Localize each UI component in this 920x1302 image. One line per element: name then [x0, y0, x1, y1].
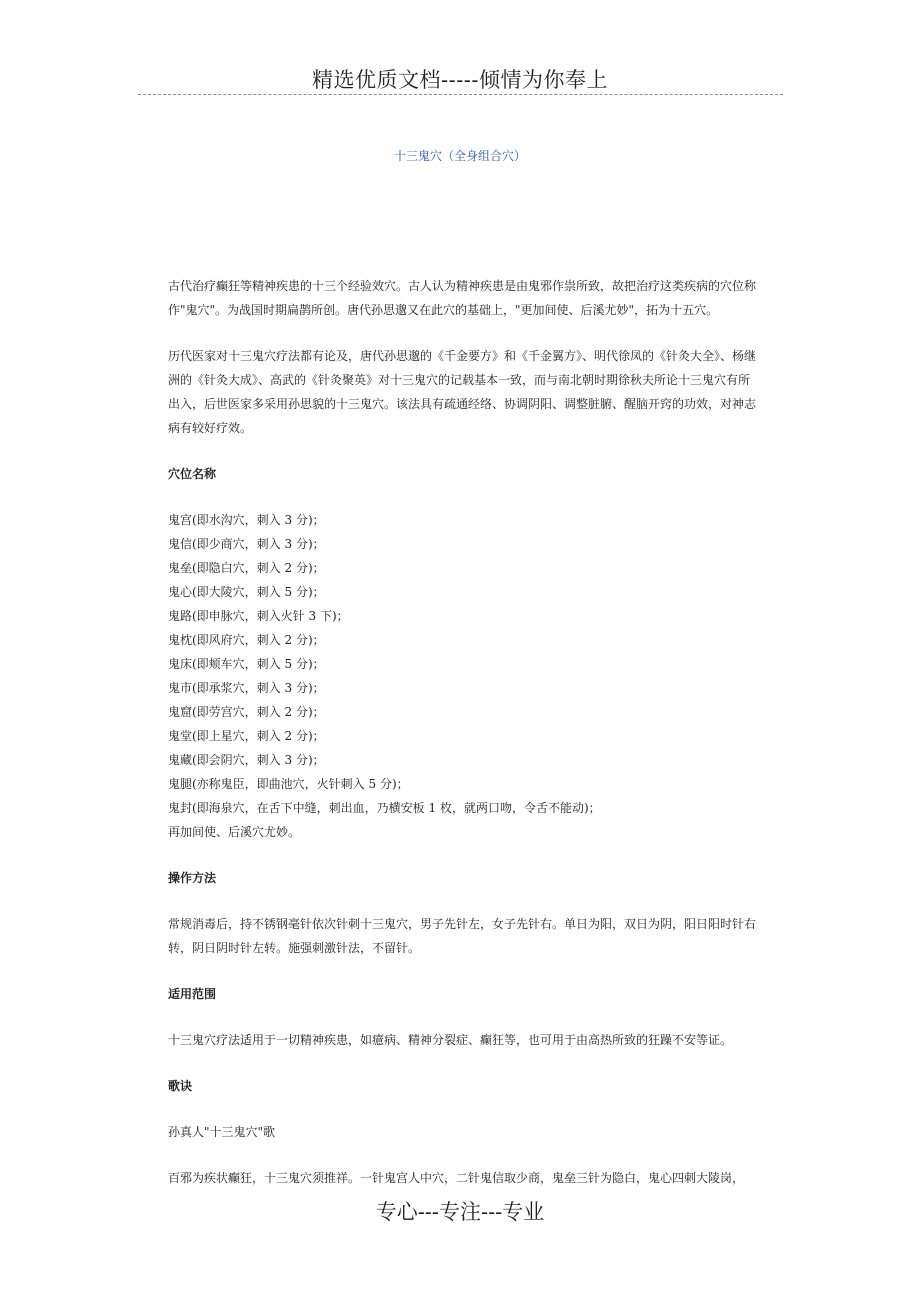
- document-title: 十三鬼穴（全身组合穴）: [393, 149, 526, 163]
- document-body: [168, 274, 758, 1212]
- list-item: 鬼腿(亦称鬼臣，即曲池穴，火针刺入 5 分)；: [168, 777, 409, 791]
- list-item: 鬼宫(即水沟穴，刺入 3 分)；: [168, 513, 325, 527]
- method-heading: 操作方法: [168, 871, 217, 885]
- list-item: 鬼路(即申脉穴，刺入火针 3 下)；: [168, 609, 349, 623]
- list-item: 鬼堂(即上星穴，刺入 2 分)；: [168, 729, 325, 743]
- list-item: 鬼市(即承浆穴，刺入 3 分)；: [168, 681, 325, 695]
- list-item: 鬼垒(即隐白穴，刺入 2 分)；: [168, 561, 325, 575]
- rhyme-heading: 歌诀: [168, 1079, 193, 1093]
- header-divider: [138, 94, 783, 95]
- list-item: 鬼封(即海泉穴，在舌下中缝，刺出血，乃横安板 1 枚，就两口吻，令舌不能动)；: [168, 801, 601, 815]
- list-item: 鬼窟(即劳宫穴，刺入 2 分)；: [168, 705, 325, 719]
- list-item: 鬼床(即颊车穴，刺入 5 分)；: [168, 657, 325, 671]
- scope-heading: 适用范围: [168, 987, 217, 1001]
- rhyme-subtitle: 孙真人"十三鬼穴"歌: [168, 1125, 276, 1139]
- method-paragraph: 常规消毒后，持不锈钢毫针依次针刺十三鬼穴，男子先针左，女子先针右。单日为阳，双日为阴，阳日阳时针右转，阴日阴时针左转。施强刺激针法，不留针。: [168, 917, 757, 955]
- list-item: 鬼藏(即会阴穴，刺入 3 分)；: [168, 753, 325, 767]
- history-paragraph: 历代医家对十三鬼穴疗法都有论及，唐代孙思邈的《千金要方》和《千金翼方》、明代徐凤的《针灸大全》、杨继洲的《针灸大成》、高武的《针灸聚英》对十三鬼穴的记载基本一致，而与南北朝时期徐秋夫所论十三鬼穴有所出入，后世医家多采用孙思貌的十三鬼穴。该法具有疏通经络、协调阴阳、调整脏腑、醒脑开窍的功效，对神志病有较好疗效。: [168, 349, 757, 435]
- rhyme-paragraph: 百邪为疾状癫狂，十三鬼穴须推祥。一针鬼宫人中穴，二针鬼信取少商，鬼垒三针为隐白，鬼心四刺大陵岗，: [168, 1171, 745, 1185]
- acupoints-heading: 穴位名称: [168, 467, 217, 481]
- acupoint-list: [168, 508, 758, 844]
- list-item: 再加间使、后溪穴尤妙。: [168, 825, 301, 839]
- list-item: 鬼心(即大陵穴，刺入 5 分)；: [168, 585, 325, 599]
- intro-paragraph: 古代治疗癫狂等精神疾患的十三个经验效穴。古人认为精神疾患是由鬼邪作祟所致，故把治疗这类疾病的穴位称作"鬼穴"。为战国时期扁鹊所创。唐代孙思邈又在此穴的基础上，"更加间使、后溪尤妙"，拓为十五穴。: [168, 279, 757, 317]
- page-footer: 专心---专注---专业: [375, 1200, 545, 1224]
- scope-paragraph: 十三鬼穴疗法适用于一切精神疾患，如癔病、精神分裂症、癫狂等，也可用于由高热所致的狂躁不安等证。: [168, 1033, 733, 1047]
- list-item: 鬼枕(即风府穴，刺入 2 分)；: [168, 633, 325, 647]
- list-item: 鬼信(即少商穴，刺入 3 分)；: [168, 537, 325, 551]
- page-header: 精选优质文档-----倾情为你奉上: [312, 68, 608, 92]
